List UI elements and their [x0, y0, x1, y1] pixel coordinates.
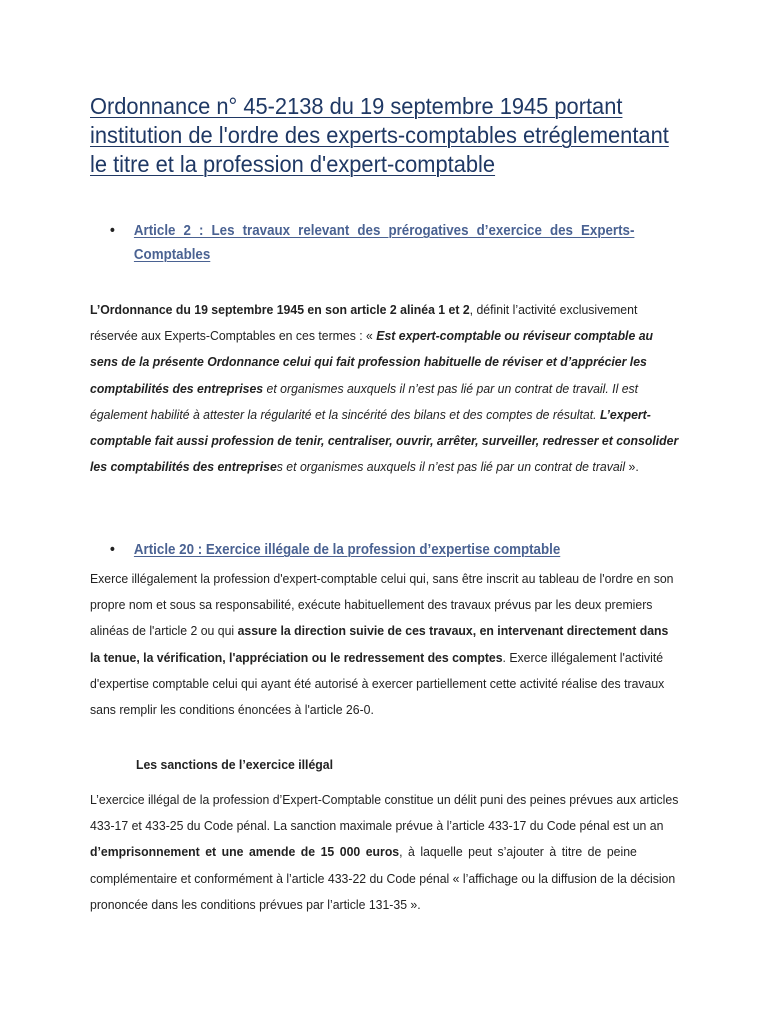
- article-2-heading: [110, 219, 634, 267]
- article-2-ref: L’Ordonnance du 19 septembre 1945 en son article 2 alinéa 1 et 2: [90, 302, 470, 317]
- title-line-3: le titre et la profession d'expert-comptable: [90, 151, 496, 177]
- sanctions-heading: Les sanctions de l’exercice illégal: [136, 757, 334, 772]
- title-line-2-right: réglementant: [541, 122, 669, 148]
- article-20-heading: [110, 538, 634, 562]
- title-line-2: [90, 121, 669, 150]
- article-20-paragraph: Exerce illégalement la profession d'expert-comptable celui qui, sans être inscrit au tableau de l'ordre en son propre nom et sous sa responsabilité, exécute habituellement des travaux prévus par les deux premiers alinéas de l'article 2 ou qui assure la direction suivie de ces travaux, en intervenant directement dans la tenue, la vérification, l'appréciation ou le redressement des comptes. Exerce illégalement l'activité d'expertise comptable celui qui ayant été autorisé à exercer partiellement cette activité réalise des travaux sans remplir les conditions énoncées à l'article 26-0.: [90, 571, 674, 718]
- sanctions-paragraph: L’exercice illégal de la profession d’Expert-Comptable constitue un délit puni des peines prévues aux articles 433-17 et 433-25 du Code pénal. La sanction maximale prévue à l’article 433-17 du Code pénal est un an d’emprisonnement et une amende de 15 000 euros, à laquelle peut s’ajouter à titre de peine complémentaire et conformément à l’article 433-22 du Code pénal « l’affichage ou la diffusion de la décision prononcée dans les conditions prévues par l’article 131-35 ».: [90, 792, 679, 912]
- article-2-paragraph: L’Ordonnance du 19 septembre 1945 en son article 2 alinéa 1 et 2 , définit l’activité exclusivement réservée aux Experts-Comptables en ces termes : « Est expert-comptable ou réviseur comptable au sens de la présente Ordonnance celui qui fait profession habituelle de réviser et d’apprécier les comptabilités des entreprises et organismes auxquels il n’est pas lié par un contrat de travail. Il est également habilité à attester la régularité et la sincérité des bilans et des comptes de résultat. L’expert- comptable fait aussi profession de tenir, centraliser, ouvrir, arrêter, surveiller, redresser et consolider les comptabilités des entreprises et organismes auxquels il n’est pas lié par un contrat de travail ».: [90, 297, 637, 480]
- bullet-icon: •: [110, 541, 115, 558]
- title-line-2-left: institution de l'ordre des experts-comptables et: [90, 122, 542, 148]
- article-2-heading-line-2: Comptables: [133, 247, 211, 263]
- bullet-icon: •: [110, 222, 115, 239]
- article-2-heading-line-1: Article 2 : Les travaux relevant des prérogatives d’exercice des Experts-: [133, 223, 635, 239]
- article-20-heading-text: Article 20 : Exercice illégale de la profession d’expertise comptable: [133, 542, 561, 558]
- document-title: [90, 92, 669, 179]
- title-line-1: Ordonnance n° 45-2138 du 19 septembre 1945 portant: [90, 93, 623, 119]
